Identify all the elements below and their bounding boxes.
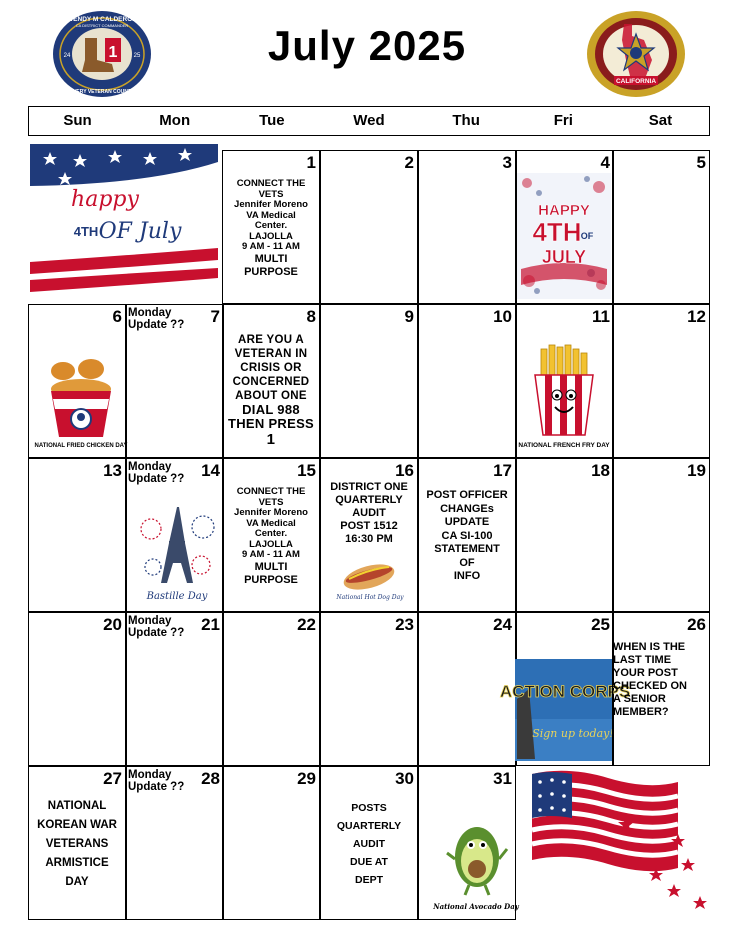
- event-line: AUDIT: [352, 507, 386, 519]
- weekday-sat: Sat: [648, 112, 673, 129]
- day-number: 13: [103, 461, 122, 480]
- bastille-day-eiffel-image: [137, 503, 217, 607]
- day-number: 18: [591, 461, 610, 480]
- day-number: 21: [201, 615, 220, 634]
- day-number: 27: [103, 769, 122, 788]
- avocado-image: [433, 819, 519, 915]
- event-district-audit[interactable]: [321, 481, 417, 546]
- day-cell-20: [28, 612, 126, 766]
- day-number: 4: [600, 153, 610, 172]
- day-number: 12: [687, 307, 706, 326]
- event-line: POST OFFICER: [426, 489, 508, 501]
- card-july-text: JULY: [541, 247, 587, 267]
- weekday-header: [28, 106, 710, 136]
- day-cell-10: [418, 304, 516, 458]
- page-title: July 2025: [267, 22, 467, 69]
- weekday-sun: Sun: [63, 112, 92, 129]
- event-line: VA Medical: [246, 209, 296, 221]
- banner-happy-text: happy: [71, 187, 139, 212]
- event-line: DEPT: [354, 874, 383, 886]
- event-line: KOREAN WAR: [37, 819, 117, 831]
- day-cell-11: [516, 304, 614, 458]
- day-number: 9: [404, 307, 414, 326]
- event-line: POSTS: [351, 802, 387, 814]
- day-cell-9: [320, 304, 418, 458]
- fried-chicken-image: [34, 357, 128, 457]
- day-number: 20: [103, 615, 122, 634]
- day-number: 14: [201, 461, 220, 480]
- day-cell-26: [612, 612, 710, 766]
- american-flag-image: [528, 768, 718, 918]
- seal-num-left: 24: [63, 53, 71, 59]
- event-line: VETERAN IN: [234, 348, 308, 360]
- seal-ring-bottom: EVERY VETERAN COUNTS: [69, 89, 135, 95]
- hotdog-caption: National Hot Dog Day: [336, 594, 404, 601]
- day-number: 6: [112, 307, 122, 326]
- event-line: MULTI: [254, 560, 288, 573]
- french-fries-image: [518, 345, 610, 455]
- event-line: DAY: [65, 876, 89, 888]
- event-line: Center.: [254, 220, 288, 231]
- event-line: 1: [266, 431, 276, 448]
- weekday-wed: Wed: [353, 112, 385, 129]
- action-corps-subtitle: Sign up today!: [532, 727, 614, 740]
- event-line: POST 1512: [340, 520, 398, 532]
- event-line: DIAL 988: [242, 402, 300, 417]
- event-line: CONCERNED: [232, 376, 310, 388]
- card-happy-text: HAPPY: [538, 202, 590, 219]
- bastille-caption: Bastille Day: [146, 591, 208, 602]
- event-line: OF: [459, 556, 475, 569]
- card-4th-text: 4TH: [532, 217, 582, 247]
- event-line: CHECKED ON: [613, 680, 687, 692]
- day-cell-30: [320, 766, 418, 920]
- day-number: 19: [687, 461, 706, 480]
- day-cell-12: [612, 304, 710, 458]
- happy-4th-card-image: [517, 173, 611, 299]
- happy-4th-banner-image: [30, 144, 218, 296]
- fries-caption: NATIONAL FRENCH FRY DAY: [518, 442, 610, 449]
- weekday-thu: Thu: [452, 112, 480, 129]
- day-cell-8: [222, 304, 320, 458]
- event-connect-vets[interactable]: [223, 179, 319, 279]
- day-number: 8: [306, 307, 316, 326]
- banner-4th-text: 4TH: [73, 224, 99, 239]
- event-line: VETS: [258, 496, 284, 508]
- day-cell-19: [612, 458, 710, 612]
- day-cell-17: [418, 458, 516, 612]
- event-connect-vets[interactable]: [223, 487, 319, 587]
- district-commander-seal-icon: [52, 10, 152, 98]
- day-number: 5: [696, 153, 706, 172]
- event-line: PURPOSE: [244, 573, 298, 586]
- event-line: 16:30 PM: [345, 533, 393, 545]
- monday-update-note: Monday Update ??: [128, 769, 185, 793]
- day-cell-31: [418, 766, 519, 920]
- event-line: PURPOSE: [244, 265, 298, 278]
- weekday-tue: Tue: [259, 112, 285, 129]
- event-line: Jennifer Moreno: [234, 199, 308, 210]
- action-corps-title: ACTION CORPS: [499, 682, 631, 701]
- day-number: 2: [404, 153, 414, 172]
- event-line: INFO: [453, 570, 481, 582]
- event-line: MEMBER?: [613, 706, 669, 718]
- day-cell-13: [28, 458, 126, 612]
- event-line: VA Medical: [246, 517, 296, 529]
- seal-banner-text: CALIFORNIA: [615, 78, 657, 85]
- seal-ring-inner: CA DISTRICT COMMANDER: [75, 23, 129, 28]
- day-number: 25: [591, 615, 610, 634]
- event-line: LAJOLLA: [249, 230, 293, 242]
- event-line: VETS: [258, 188, 284, 200]
- weekday-fri: Fri: [553, 112, 573, 129]
- day-cell-15: [222, 458, 320, 612]
- event-line: NATIONAL: [47, 800, 107, 812]
- event-line: STATEMENT: [434, 543, 500, 555]
- hot-dog-image: [336, 557, 404, 609]
- monday-update-note: Monday Update ??: [128, 461, 185, 485]
- action-corps-image: [499, 659, 631, 761]
- day-number: 22: [297, 615, 316, 634]
- event-line: DISTRICT ONE: [330, 481, 408, 493]
- day-number: 11: [592, 307, 610, 326]
- event-line: CONNECT THE: [236, 486, 306, 497]
- day-number: 23: [395, 615, 414, 634]
- event-line: ARMISTICE: [45, 857, 109, 869]
- chicken-caption: NATIONAL FRIED CHICKEN DAY: [34, 443, 128, 449]
- event-korean-war[interactable]: [29, 797, 125, 892]
- day-number: 28: [201, 769, 220, 788]
- event-line: UPDATE: [444, 516, 490, 528]
- day-cell-3: [418, 150, 516, 304]
- day-cell-1: [222, 150, 320, 304]
- day-cell-27: [28, 766, 126, 920]
- day-number: 10: [493, 307, 512, 326]
- day-number: 29: [297, 769, 316, 788]
- weekday-mon: Mon: [159, 112, 191, 129]
- monday-update-note: Monday Update ??: [128, 615, 185, 639]
- event-line: THEN PRESS: [227, 416, 315, 431]
- day-number: 1: [306, 153, 316, 172]
- event-line: YOUR POST: [613, 667, 678, 679]
- day-cell-18: [516, 458, 614, 612]
- event-line: WHEN IS THE: [613, 641, 686, 653]
- day-number: 30: [395, 769, 414, 788]
- card-of-text: OF: [580, 231, 594, 241]
- event-line: QUARTERLY: [335, 494, 403, 506]
- day-cell-5: [612, 150, 710, 304]
- event-line: ARE YOU A: [238, 334, 304, 346]
- day-cell-28: [126, 766, 224, 920]
- event-line: 9 AM - 11 AM: [242, 241, 300, 252]
- event-line: CHANGEs: [440, 502, 494, 515]
- event-line: DUE AT: [350, 856, 388, 868]
- event-line: Center.: [254, 528, 288, 539]
- event-line: VETERANS: [45, 838, 109, 850]
- day-number: 24: [493, 615, 512, 634]
- event-line: A SENIOR: [613, 693, 666, 705]
- day-number: 26: [687, 615, 706, 634]
- event-line: MULTI: [254, 252, 288, 265]
- day-cell-23: [320, 612, 418, 766]
- event-line: 9 AM - 11 AM: [242, 549, 300, 560]
- event-veteran-crisis[interactable]: [223, 333, 319, 449]
- day-number: 7: [210, 307, 220, 326]
- day-cell-2: [320, 150, 418, 304]
- event-line: LAJOLLA: [249, 538, 293, 550]
- seal-num-right: 25: [133, 53, 141, 59]
- event-line: QUARTERLY: [336, 820, 402, 832]
- day-number: 16: [395, 461, 414, 480]
- event-posts-audit[interactable]: [321, 799, 417, 889]
- event-line: CRISIS OR: [240, 362, 302, 374]
- day-number: 15: [297, 461, 316, 480]
- seal-center-num: 1: [108, 44, 118, 61]
- event-line: ABOUT ONE: [235, 390, 307, 402]
- event-line: AUDIT: [352, 838, 386, 850]
- day-cell-4: [516, 150, 614, 304]
- day-cell-6: [28, 304, 126, 458]
- monday-update-note: Monday Update ??: [128, 307, 185, 331]
- seal-ring-top: WENDY M CALDERON: [67, 16, 137, 23]
- banner-july-text: OF July: [98, 219, 182, 244]
- day-number: 31: [493, 769, 512, 788]
- day-number: 3: [502, 153, 512, 172]
- avocado-caption: National Avocado Day: [433, 902, 519, 911]
- day-cell-29: [222, 766, 320, 920]
- event-line: Jennifer Moreno: [234, 507, 308, 518]
- day-number: 17: [493, 461, 512, 480]
- day-cell-22: [222, 612, 320, 766]
- vfw-california-seal-icon: [586, 10, 686, 98]
- day-cell-14: [126, 458, 224, 612]
- day-cell-16: [320, 458, 418, 612]
- day-cell-7: [126, 304, 224, 458]
- event-post-officer[interactable]: [419, 489, 515, 584]
- event-line: LAST TIME: [613, 654, 672, 666]
- event-line: CONNECT THE: [236, 178, 306, 189]
- event-senior-member[interactable]: [613, 641, 687, 719]
- day-cell-21: [126, 612, 224, 766]
- event-line: CA SI-100: [441, 529, 493, 542]
